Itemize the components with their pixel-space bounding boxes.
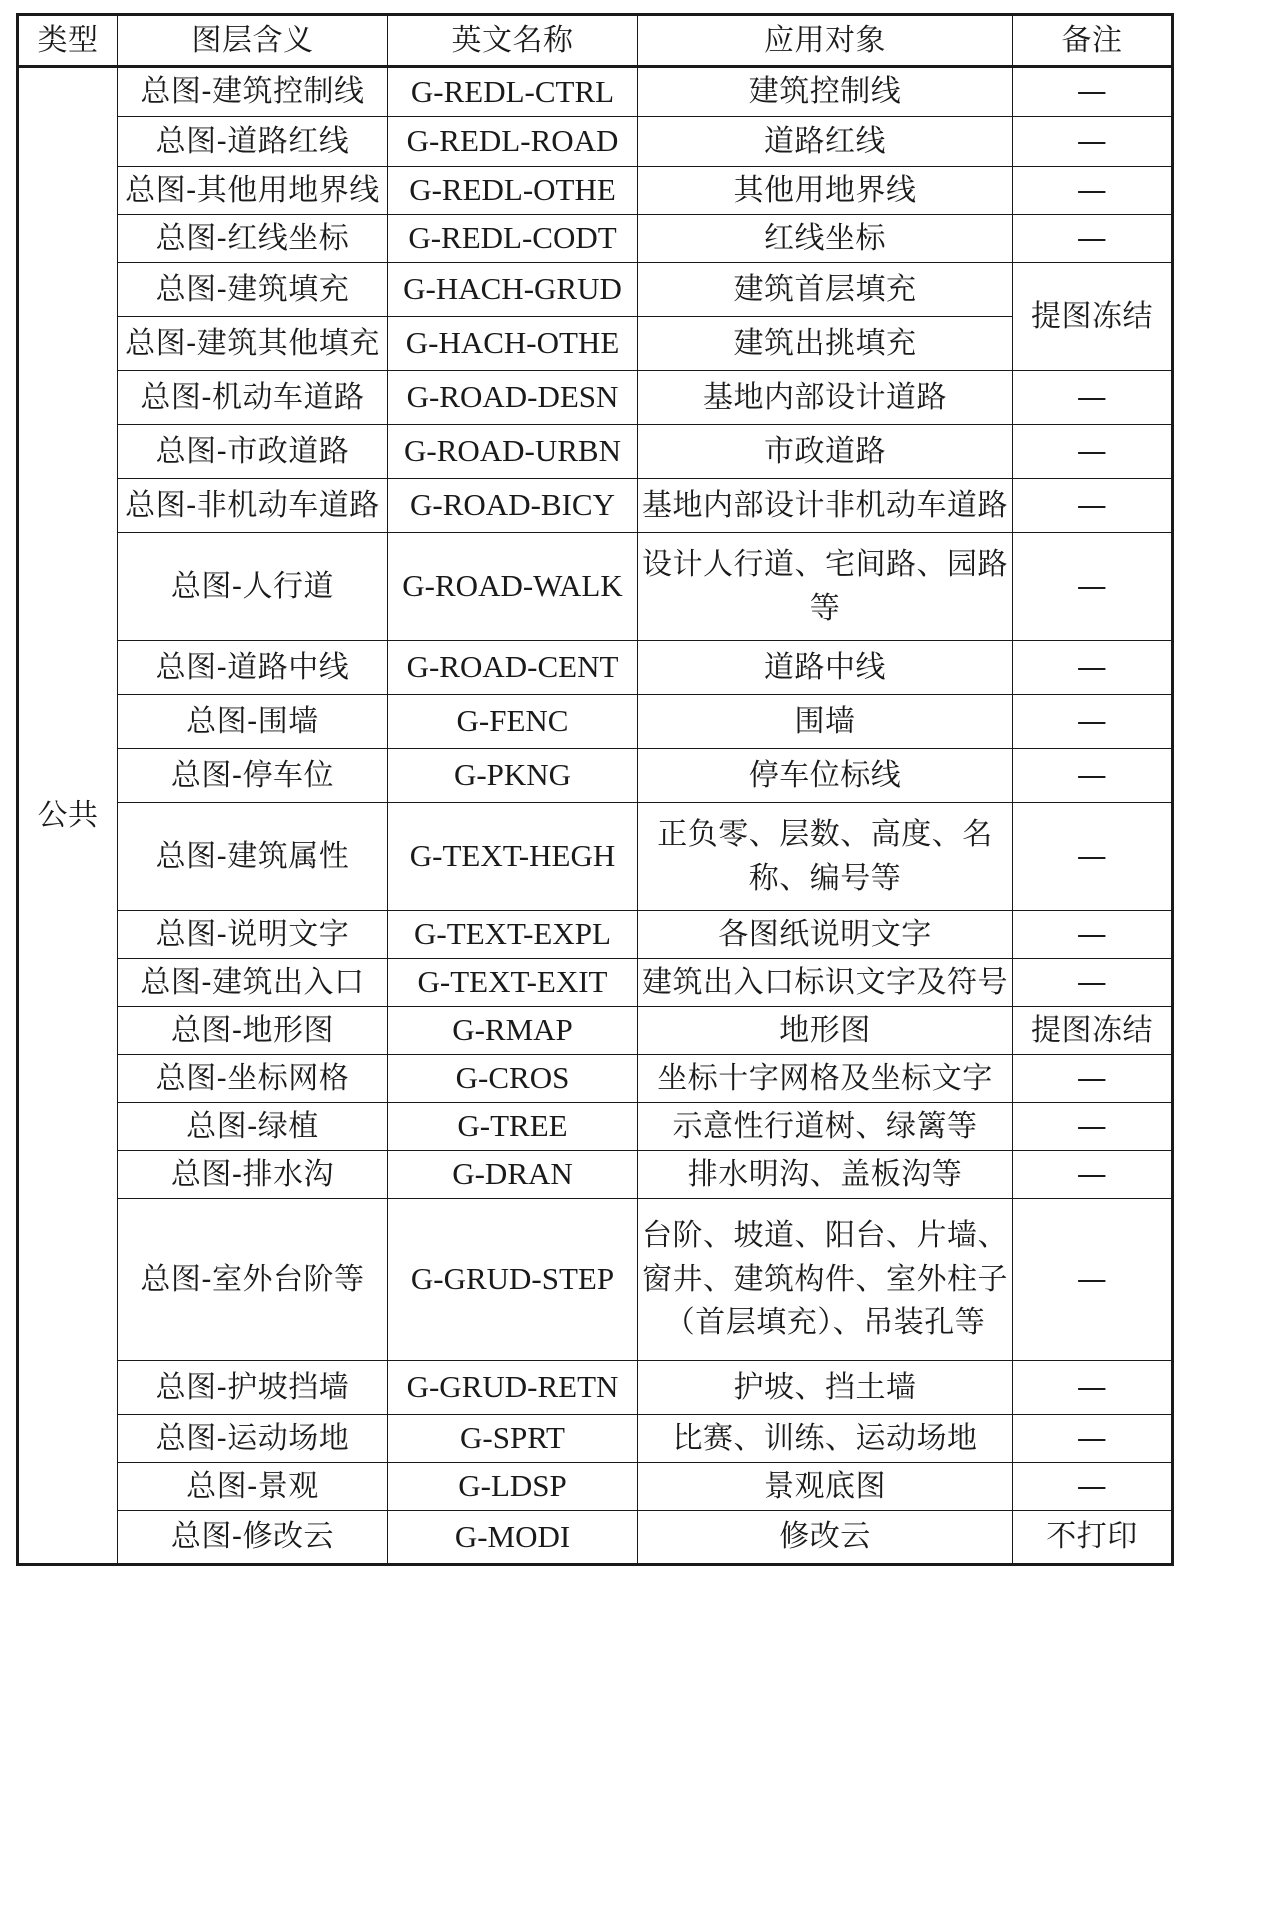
table-row bbox=[18, 67, 1173, 117]
code-cell: G-ROAD-CENT bbox=[388, 641, 638, 695]
code-cell: G-REDL-CTRL bbox=[388, 67, 638, 117]
code-cell: G-HACH-GRUD bbox=[388, 263, 638, 317]
note-cell: — bbox=[1013, 959, 1173, 1007]
target-cell: 建筑首层填充 bbox=[638, 263, 1013, 317]
note-cell: — bbox=[1013, 695, 1173, 749]
meaning-cell: 总图-建筑出入口 bbox=[118, 959, 388, 1007]
code-cell: G-GRUD-STEP bbox=[388, 1199, 638, 1361]
table-row bbox=[18, 533, 1173, 641]
table-body bbox=[18, 67, 1173, 1565]
code-cell: G-TREE bbox=[388, 1103, 638, 1151]
target-cell: 其他用地界线 bbox=[638, 167, 1013, 215]
target-cell: 停车位标线 bbox=[638, 749, 1013, 803]
meaning-cell: 总图-其他用地界线 bbox=[118, 167, 388, 215]
note-cell: — bbox=[1013, 1055, 1173, 1103]
code-cell: G-GRUD-RETN bbox=[388, 1361, 638, 1415]
code-cell: G-ROAD-WALK bbox=[388, 533, 638, 641]
target-cell: 建筑出挑填充 bbox=[638, 317, 1013, 371]
code-cell: G-PKNG bbox=[388, 749, 638, 803]
table-row bbox=[18, 479, 1173, 533]
table-row bbox=[18, 1055, 1173, 1103]
meaning-cell: 总图-护坡挡墙 bbox=[118, 1361, 388, 1415]
note-cell: — bbox=[1013, 911, 1173, 959]
code-cell: G-HACH-OTHE bbox=[388, 317, 638, 371]
target-cell: 围墙 bbox=[638, 695, 1013, 749]
note-cell: 提图冻结 bbox=[1013, 263, 1173, 371]
table-row bbox=[18, 959, 1173, 1007]
meaning-cell: 总图-道路红线 bbox=[118, 117, 388, 167]
table-row bbox=[18, 425, 1173, 479]
table-row bbox=[18, 641, 1173, 695]
note-cell: — bbox=[1013, 1415, 1173, 1463]
meaning-cell: 总图-坐标网格 bbox=[118, 1055, 388, 1103]
table-row bbox=[18, 749, 1173, 803]
meaning-cell: 总图-非机动车道路 bbox=[118, 479, 388, 533]
target-cell: 台阶、坡道、阳台、片墙、窗井、建筑构件、室外柱子（首层填充）、吊装孔等 bbox=[638, 1199, 1013, 1361]
target-cell: 建筑出入口标识文字及符号 bbox=[638, 959, 1013, 1007]
code-cell: G-TEXT-EXIT bbox=[388, 959, 638, 1007]
meaning-cell: 总图-建筑其他填充 bbox=[118, 317, 388, 371]
code-cell: G-REDL-ROAD bbox=[388, 117, 638, 167]
table-row bbox=[18, 215, 1173, 263]
table-row bbox=[18, 1361, 1173, 1415]
note-cell: — bbox=[1013, 67, 1173, 117]
meaning-cell: 总图-建筑属性 bbox=[118, 803, 388, 911]
table-row bbox=[18, 117, 1173, 167]
note-cell: 提图冻结 bbox=[1013, 1007, 1173, 1055]
table-row bbox=[18, 803, 1173, 911]
table-row bbox=[18, 167, 1173, 215]
target-cell: 示意性行道树、绿篱等 bbox=[638, 1103, 1013, 1151]
table-row bbox=[18, 317, 1173, 371]
table-row bbox=[18, 1103, 1173, 1151]
target-cell: 市政道路 bbox=[638, 425, 1013, 479]
meaning-cell: 总图-市政道路 bbox=[118, 425, 388, 479]
meaning-cell: 总图-景观 bbox=[118, 1463, 388, 1511]
target-cell: 各图纸说明文字 bbox=[638, 911, 1013, 959]
meaning-cell: 总图-建筑填充 bbox=[118, 263, 388, 317]
code-cell: G-TEXT-EXPL bbox=[388, 911, 638, 959]
note-cell: — bbox=[1013, 749, 1173, 803]
target-cell: 基地内部设计非机动车道路 bbox=[638, 479, 1013, 533]
meaning-cell: 总图-地形图 bbox=[118, 1007, 388, 1055]
target-cell: 修改云 bbox=[638, 1511, 1013, 1565]
target-cell: 排水明沟、盖板沟等 bbox=[638, 1151, 1013, 1199]
code-cell: G-MODI bbox=[388, 1511, 638, 1565]
header-code: 英文名称 bbox=[388, 15, 638, 67]
note-cell: — bbox=[1013, 803, 1173, 911]
header-row bbox=[18, 15, 1173, 67]
header-note: 备注 bbox=[1013, 15, 1173, 67]
table-row bbox=[18, 1007, 1173, 1055]
note-cell: — bbox=[1013, 371, 1173, 425]
note-cell: — bbox=[1013, 425, 1173, 479]
meaning-cell: 总图-围墙 bbox=[118, 695, 388, 749]
layer-table bbox=[16, 13, 1174, 1566]
target-cell: 坐标十字网格及坐标文字 bbox=[638, 1055, 1013, 1103]
target-cell: 建筑控制线 bbox=[638, 67, 1013, 117]
note-cell: — bbox=[1013, 1151, 1173, 1199]
code-cell: G-LDSP bbox=[388, 1463, 638, 1511]
note-cell: — bbox=[1013, 167, 1173, 215]
meaning-cell: 总图-停车位 bbox=[118, 749, 388, 803]
code-cell: G-RMAP bbox=[388, 1007, 638, 1055]
code-cell: G-FENC bbox=[388, 695, 638, 749]
code-cell: G-SPRT bbox=[388, 1415, 638, 1463]
meaning-cell: 总图-建筑控制线 bbox=[118, 67, 388, 117]
table-row bbox=[18, 1511, 1173, 1565]
target-cell: 正负零、层数、高度、名称、编号等 bbox=[638, 803, 1013, 911]
meaning-cell: 总图-人行道 bbox=[118, 533, 388, 641]
note-cell: — bbox=[1013, 1361, 1173, 1415]
meaning-cell: 总图-道路中线 bbox=[118, 641, 388, 695]
meaning-cell: 总图-运动场地 bbox=[118, 1415, 388, 1463]
header-meaning: 图层含义 bbox=[118, 15, 388, 67]
note-cell: — bbox=[1013, 533, 1173, 641]
code-cell: G-ROAD-DESN bbox=[388, 371, 638, 425]
table-row bbox=[18, 1463, 1173, 1511]
code-cell: G-REDL-CODT bbox=[388, 215, 638, 263]
code-cell: G-ROAD-BICY bbox=[388, 479, 638, 533]
table-row bbox=[18, 1415, 1173, 1463]
note-cell: 不打印 bbox=[1013, 1511, 1173, 1565]
target-cell: 地形图 bbox=[638, 1007, 1013, 1055]
table-row bbox=[18, 1199, 1173, 1361]
target-cell: 基地内部设计道路 bbox=[638, 371, 1013, 425]
header-target: 应用对象 bbox=[638, 15, 1013, 67]
table-row bbox=[18, 695, 1173, 749]
meaning-cell: 总图-机动车道路 bbox=[118, 371, 388, 425]
code-cell: G-CROS bbox=[388, 1055, 638, 1103]
target-cell: 设计人行道、宅间路、园路等 bbox=[638, 533, 1013, 641]
code-cell: G-ROAD-URBN bbox=[388, 425, 638, 479]
meaning-cell: 总图-说明文字 bbox=[118, 911, 388, 959]
target-cell: 道路中线 bbox=[638, 641, 1013, 695]
code-cell: G-DRAN bbox=[388, 1151, 638, 1199]
note-cell: — bbox=[1013, 1103, 1173, 1151]
meaning-cell: 总图-排水沟 bbox=[118, 1151, 388, 1199]
header-category: 类型 bbox=[18, 15, 118, 67]
note-cell: — bbox=[1013, 1463, 1173, 1511]
target-cell: 护坡、挡土墙 bbox=[638, 1361, 1013, 1415]
meaning-cell: 总图-绿植 bbox=[118, 1103, 388, 1151]
note-cell: — bbox=[1013, 215, 1173, 263]
code-cell: G-REDL-OTHE bbox=[388, 167, 638, 215]
meaning-cell: 总图-红线坐标 bbox=[118, 215, 388, 263]
code-cell: G-TEXT-HEGH bbox=[388, 803, 638, 911]
category-cell: 公共 bbox=[18, 67, 118, 1565]
target-cell: 景观底图 bbox=[638, 1463, 1013, 1511]
target-cell: 红线坐标 bbox=[638, 215, 1013, 263]
note-cell: — bbox=[1013, 479, 1173, 533]
target-cell: 比赛、训练、运动场地 bbox=[638, 1415, 1013, 1463]
note-cell: — bbox=[1013, 1199, 1173, 1361]
meaning-cell: 总图-修改云 bbox=[118, 1511, 388, 1565]
table-row bbox=[18, 371, 1173, 425]
target-cell: 道路红线 bbox=[638, 117, 1013, 167]
table-row bbox=[18, 911, 1173, 959]
table-row bbox=[18, 263, 1173, 317]
table-row bbox=[18, 1151, 1173, 1199]
note-cell: — bbox=[1013, 117, 1173, 167]
meaning-cell: 总图-室外台阶等 bbox=[118, 1199, 388, 1361]
note-cell: — bbox=[1013, 641, 1173, 695]
